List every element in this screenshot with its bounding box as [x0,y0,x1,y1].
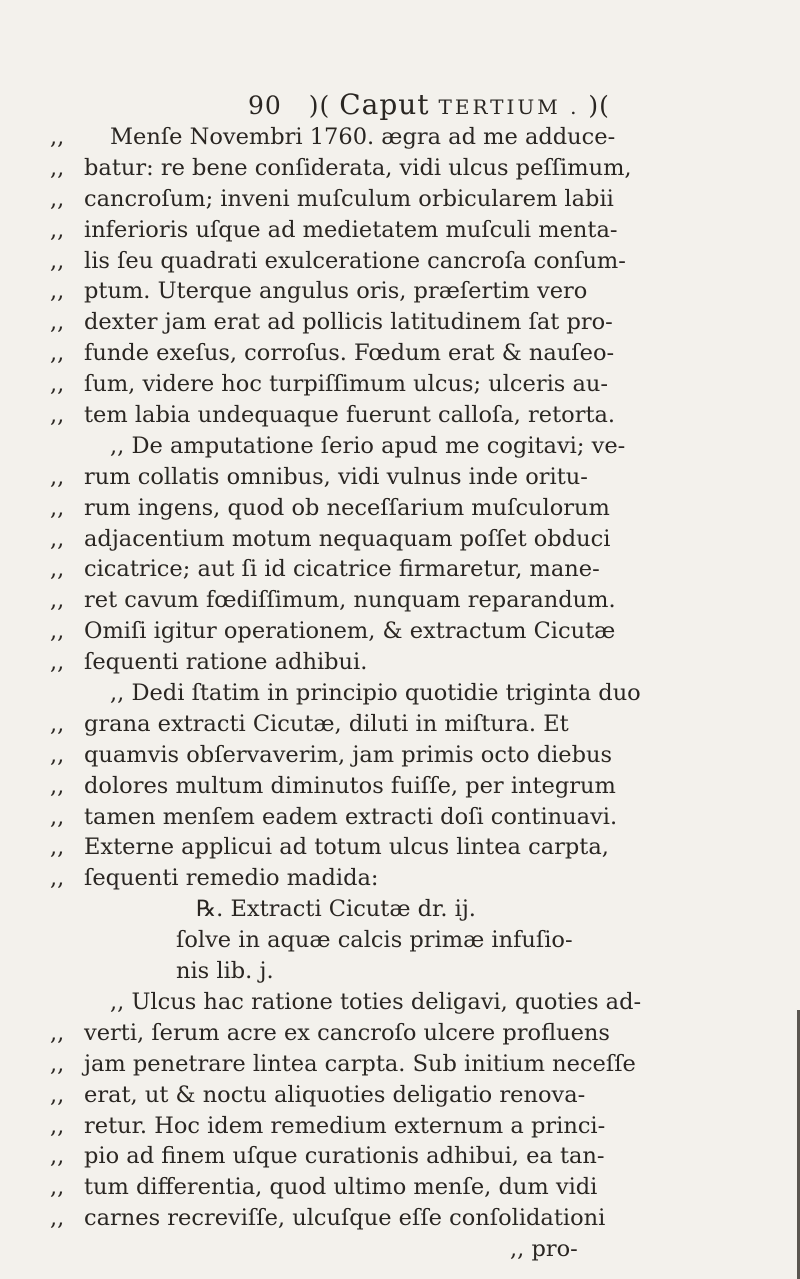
text-line [0,585,800,616]
text-line [0,554,800,585]
quote-mark: ,, [50,772,65,799]
line-text: carnes recreviſſe, ulcuſque eſſe conſolidationi [84,1205,606,1232]
quote-mark: ,, [50,185,65,212]
text-line [0,1203,800,1234]
text-line [0,1172,800,1203]
text-line [0,802,800,833]
quote-mark: ,, [50,710,65,737]
line-text: adjacentium motum nequaquam poſſet obduci [84,525,611,552]
text-line [0,215,800,246]
quote-mark: ,, [50,834,65,861]
line-text: Omiſi igitur operationem, & extractum Cicutæ [84,618,616,645]
line-text: tamen menſem eadem extracti doſi continuavi. [84,803,618,830]
quote-mark: ,, [50,1112,65,1139]
line-text: ,, Ulcus hac ratione toties deligavi, quoties ad- [110,988,642,1015]
quote-mark: ,, [50,587,65,614]
line-text: Menſe Novembri 1760. ægra ad me adduce- [110,124,616,150]
text-line [0,1234,800,1265]
text-line [0,307,800,338]
text-line [0,1049,800,1080]
line-text: ſequenti ratione adhibui. [84,649,368,676]
text-line [0,1141,800,1172]
quote-mark: ,, [50,124,65,150]
page-number: 90 [248,91,282,120]
text-line [0,678,800,709]
text-line [0,647,800,678]
quote-mark: ,, [50,865,65,892]
running-header [248,88,768,121]
line-text: cancroſum; inveni muſculum orbicularem labii [84,185,614,212]
quote-mark: ,, [50,154,65,181]
line-text: verti, ſerum acre ex cancroſo ulcere profluens [84,1019,610,1046]
text-line [0,246,800,277]
text-line [0,616,800,647]
text-line [0,709,800,740]
line-text: ſolve in aquæ calcis primæ infuſio- [176,927,573,954]
line-text: batur: re bene conſiderata, vidi ulcus peſſimum, [84,154,632,181]
text-line [0,276,800,307]
header-caput: Caput [339,88,430,121]
line-text: cicatrice; aut ſi id cicatrice firmaretur, mane- [84,556,600,583]
text-line [0,863,800,894]
text-line [0,740,800,771]
quote-mark: ,, [50,1081,65,1108]
quote-mark: ,, [50,340,65,367]
quote-mark: ,, [50,1205,65,1232]
quote-mark: ,, [50,494,65,521]
header-tertium: TERTIUM . [438,95,580,119]
line-text: ret cavum fœdiſſimum, nunquam reparandum. [84,587,616,614]
line-text: grana extracti Cicutæ, diluti in miſtura. Et [84,710,569,737]
line-text: ptum. Uterque angulus oris, præſertim vero [84,278,588,305]
quote-mark: ,, [50,402,65,429]
text-line [0,462,800,493]
text-line [0,894,800,925]
quote-mark: ,, [50,1174,65,1201]
header-open-mark: )( [308,91,331,120]
line-text: ,, De amputatione ſerio apud me cogitavi; ve- [110,432,626,459]
quote-mark: ,, [50,278,65,305]
line-text: rum ingens, quod ob neceſſarium muſculorum [84,494,610,521]
text-line [0,1018,800,1049]
line-text: ,, Dedi ſtatim in principio quotidie triginta duo [110,680,641,707]
line-text: tem labia undequaque fuerunt calloſa, retorta. [84,402,616,429]
body-text [0,122,800,1265]
text-line [0,987,800,1018]
line-text: ſum, videre hoc turpiſſimum ulcus; ulceris au- [84,371,608,398]
text-line [0,956,800,987]
quote-mark: ,, [50,556,65,583]
text-line [0,338,800,369]
text-line [0,1080,800,1111]
text-line [0,493,800,524]
line-text: ℞. Extracti Cicutæ dr. ij. [196,896,476,923]
quote-mark: ,, [50,803,65,830]
line-text: funde exeſus, corroſus. Fœdum erat & nauſeo- [84,340,615,367]
line-text: dolores multum diminutos fuiſſe, per integrum [84,772,616,799]
line-text: inferioris uſque ad medietatem muſculi menta- [84,216,618,243]
header-close-mark: )( [588,91,610,120]
quote-mark: ,, [50,649,65,676]
quote-mark: ,, [50,618,65,645]
line-text: jam penetrare lintea carpta. Sub initium neceſſe [84,1050,636,1077]
line-text: quamvis obſervaverim, jam primis octo diebus [84,741,613,768]
text-line [0,524,800,555]
text-line [0,184,800,215]
line-text: pio ad finem uſque curationis adhibui, ea tan- [84,1143,605,1170]
quote-mark: ,, [50,309,65,336]
text-line [0,369,800,400]
line-text: nis lib. j. [176,958,274,985]
quote-mark: ,, [50,525,65,552]
text-line [0,771,800,802]
line-text: ,, pro- [510,1236,578,1263]
line-text: dexter jam erat ad pollicis latitudinem ſat pro- [84,309,613,336]
text-line [0,400,800,431]
quote-mark: ,, [50,216,65,243]
line-text: Externe applicui ad totum ulcus lintea carpta, [84,834,609,861]
line-text: ſequenti remedio madida: [84,865,379,892]
line-text: rum collatis omnibus, vidi vulnus inde oritu- [84,463,588,490]
text-line [0,832,800,863]
text-line [0,153,800,184]
text-line [0,1111,800,1142]
text-line [0,122,800,153]
line-text: tum differentia, quod ultimo menſe, dum vidi [84,1174,598,1201]
line-text: erat, ut & noctu aliquoties deligatio renova- [84,1081,586,1108]
quote-mark: ,, [50,741,65,768]
line-text: lis ſeu quadrati exulceratione cancroſa conſum- [84,247,626,274]
text-line [0,925,800,956]
line-text: retur. Hoc idem remedium externum a princi- [84,1112,606,1139]
quote-mark: ,, [50,247,65,274]
quote-mark: ,, [50,371,65,398]
quote-mark: ,, [50,1050,65,1077]
quote-mark: ,, [50,463,65,490]
quote-mark: ,, [50,1143,65,1170]
quote-mark: ,, [50,1019,65,1046]
text-line [0,431,800,462]
